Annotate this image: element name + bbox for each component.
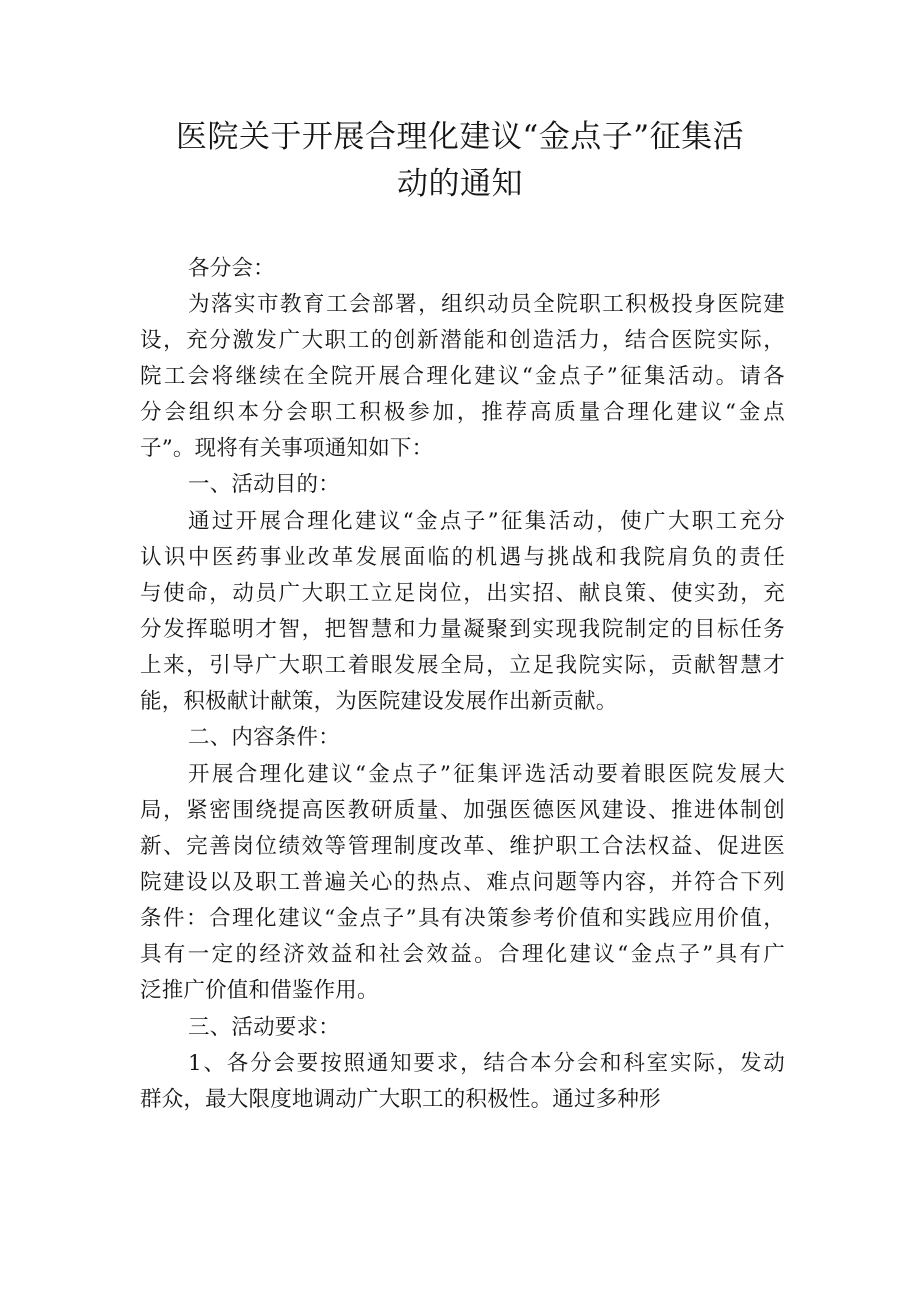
paragraph-2-line-6: 能，积极献计献策，为医院建设发展作出新贡献。: [140, 689, 618, 714]
paragraph-2-line-1: 通过开展合理化建议“金点子”征集活动，使广大职工充分: [188, 509, 785, 534]
paragraph-4-line-2: 群众，最大限度地调动广大职工的积极性。通过多种形: [140, 1087, 661, 1112]
paragraph-1-line-5: 子”。现将有关事项通知如下：: [140, 436, 434, 461]
paragraph-2-line-5: 上来，引导广大职工着眼发展全局，立足我院实际，贡献智慧才: [140, 653, 785, 678]
paragraph-2-line-2: 认识中医药事业改革发展面临的机遇与挑战和我院肩负的责任: [140, 545, 785, 570]
document-title-line-1: 医院关于开展合理化建议“金点子”征集活: [175, 119, 745, 155]
paragraph-3-line-5: 条件：合理化建议“金点子”具有决策参考价值和实践应用价值，: [140, 906, 785, 931]
section-1-heading: 一、活动目的：: [188, 472, 340, 497]
paragraph-4-line-1: 1、各分会要按照通知要求，结合本分会和科室实际，发动: [188, 1051, 785, 1076]
paragraph-1-line-3: 院工会将继续在全院开展合理化建议“金点子”征集活动。请各: [140, 364, 785, 389]
paragraph-1-line-2: 设，充分激发广大职工的创新潜能和创造活力，结合医院实际，: [140, 328, 785, 353]
section-2-heading: 二、内容条件：: [188, 725, 340, 750]
salutation: 各分会：: [188, 256, 275, 281]
section-3-heading: 三、活动要求：: [188, 1015, 340, 1040]
paragraph-3-line-4: 院建设以及职工普遍关心的热点、难点问题等内容，并符合下列: [140, 870, 785, 895]
paragraph-1-line-4: 分会组织本分会职工积极参加，推荐高质量合理化建议“金点: [140, 400, 785, 425]
paragraph-2-line-4: 分发挥聪明才智，把智慧和力量凝聚到实现我院制定的目标任务: [140, 617, 785, 642]
paragraph-3-line-1: 开展合理化建议“金点子”征集评选活动要着眼医院发展大: [188, 762, 785, 787]
paragraph-3-line-2: 局，紧密围绕提高医教研质量、加强医德医风建设、推进体制创: [140, 798, 785, 823]
paragraph-3-line-3: 新、完善岗位绩效等管理制度改革、维护职工合法权益、促进医: [140, 834, 785, 859]
paragraph-2-line-3: 与使命，动员广大职工立足岗位，出实招、献良策、使实劲，充: [140, 581, 785, 606]
paragraph-3-line-7: 泛推广价值和借鉴作用。: [140, 978, 379, 1003]
paragraph-3-line-6: 具有一定的经济效益和社会效益。合理化建议“金点子”具有广: [140, 942, 785, 967]
document-title-line-2: 动的通知: [397, 166, 523, 202]
paragraph-1-line-1: 为落实市教育工会部署，组织动员全院职工积极投身医院建: [188, 292, 785, 317]
